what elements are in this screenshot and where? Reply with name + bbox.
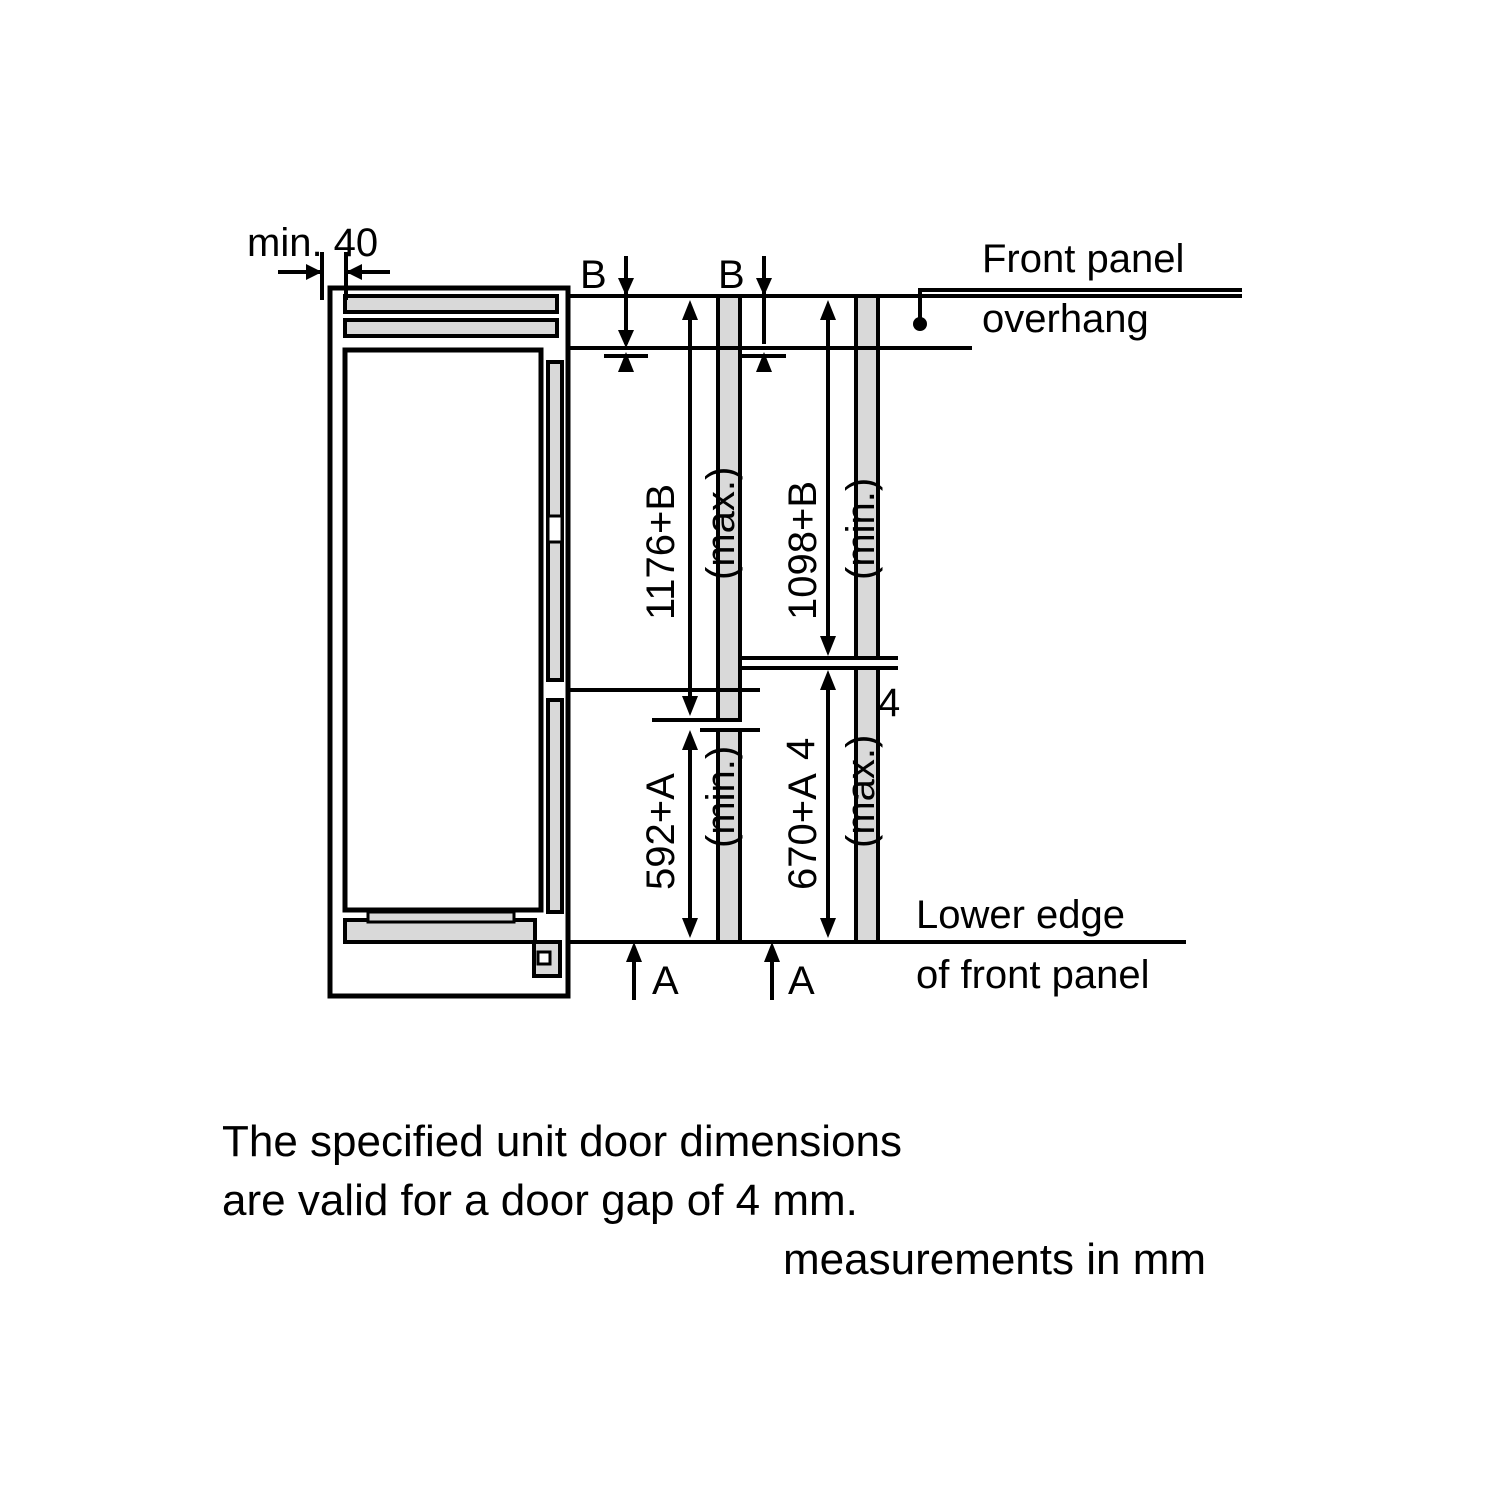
label-b-left: B <box>580 253 607 297</box>
label-gap-middle: 4 <box>779 737 823 760</box>
a-right-arrow-head <box>764 942 780 962</box>
label-front-panel-overhang: overhang <box>982 297 1149 341</box>
dim-592-head-top <box>682 730 698 750</box>
cabinet-cavity <box>345 350 541 910</box>
label-dim-592: 592+A <box>639 773 683 890</box>
note-line-2: are valid for a door gap of 4 mm. <box>222 1176 858 1226</box>
label-min-40: min. 40 <box>247 221 379 265</box>
label-dim-1176: 1176+B <box>639 483 683 620</box>
note-measurements-unit: measurements in mm <box>783 1235 1207 1284</box>
label-gap-right: 4 <box>878 681 901 725</box>
dim-1176-head-bottom <box>682 696 698 716</box>
dim-1098-head-bottom <box>820 636 836 656</box>
label-lower-edge: Lower edge <box>916 893 1126 937</box>
label-dim-1098: 1098+B <box>781 480 825 620</box>
label-lower-edge-2: of front panel <box>916 953 1150 997</box>
dim-592-head-bottom <box>682 918 698 938</box>
label-dim-1176-qualifier: (max.) <box>699 466 743 580</box>
b-right-arrow-head-down <box>756 278 772 296</box>
dim-670-head-top <box>820 670 836 690</box>
note-door-dimensions <box>222 1112 902 1231</box>
dim-1176-head-top <box>682 300 698 320</box>
label-a-right: A <box>788 959 815 1003</box>
b-left-arrow-head-up <box>618 330 634 348</box>
label-dim-592-qualifier: (min.) <box>699 745 743 848</box>
cabinet-foot-hole <box>538 952 550 964</box>
label-front-panel: Front panel <box>982 237 1185 281</box>
cabinet-hinge-marker <box>548 516 562 542</box>
label-dim-670-qualifier: (max.) <box>839 734 883 848</box>
min40-arrow-left-head <box>306 264 322 280</box>
b-left-arrow-head-down <box>618 278 634 296</box>
dim-670-head-bottom <box>820 918 836 938</box>
label-b-right: B <box>718 253 745 297</box>
cabinet-top-panel-2 <box>345 320 557 336</box>
overhang-leader-dot <box>913 317 927 331</box>
cabinet-top-panel <box>345 296 557 312</box>
cabinet-bottom-trim <box>368 912 514 922</box>
label-a-left: A <box>652 959 679 1003</box>
label-dim-670: 670+A <box>781 773 825 890</box>
a-left-arrow-head <box>626 942 642 962</box>
label-dim-1098-qualifier: (min.) <box>839 477 883 580</box>
dim-1098-head-top <box>820 300 836 320</box>
note-line-1: The specified unit door dimensions <box>222 1117 902 1166</box>
cabinet-door-lower <box>548 700 562 912</box>
min40-arrow-right-head <box>346 264 362 280</box>
